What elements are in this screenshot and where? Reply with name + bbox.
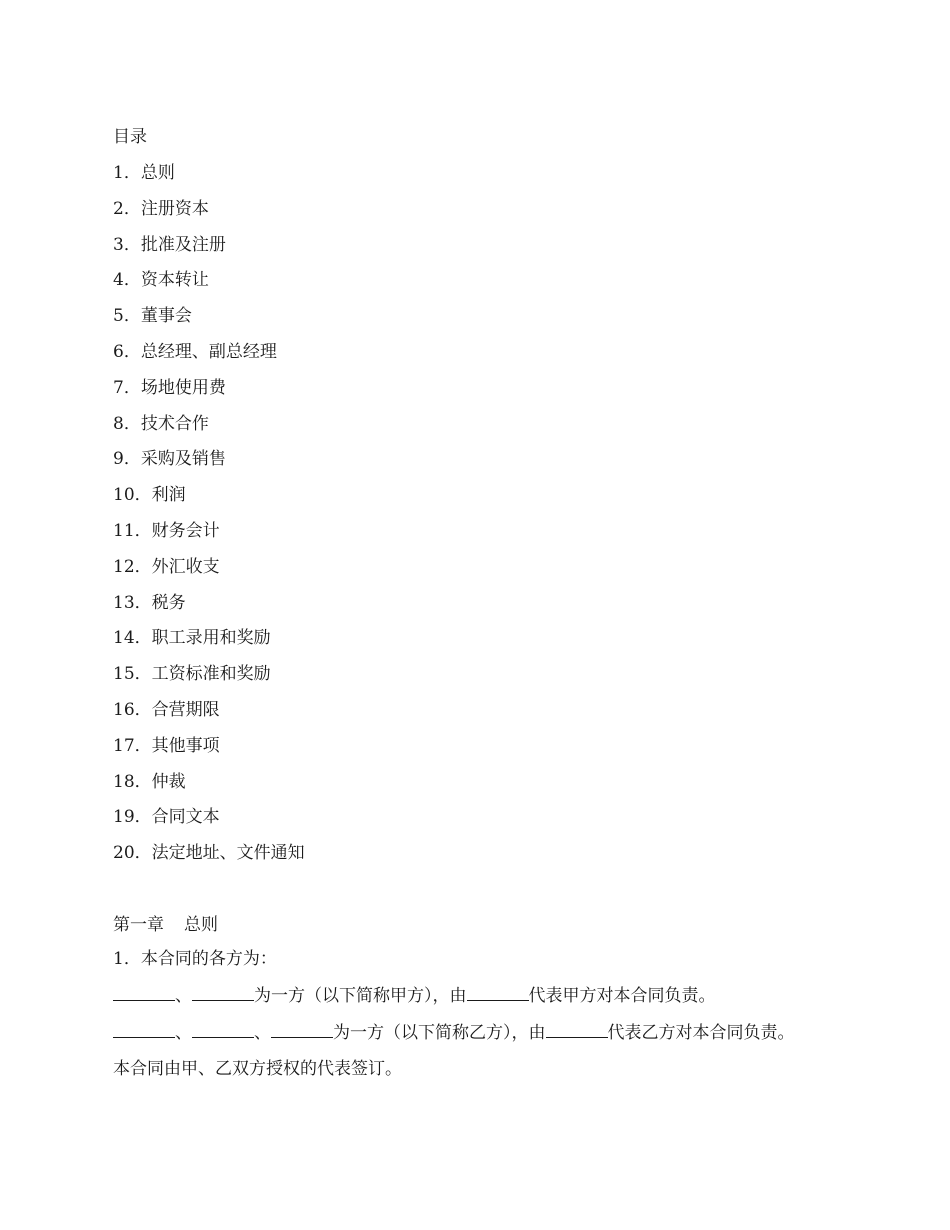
toc-item: 18．仲裁 [113, 771, 186, 792]
toc-item: 13．税务 [113, 592, 186, 613]
blank-line[interactable] [113, 984, 175, 1001]
chapter-heading [113, 912, 813, 938]
party-b-responsibility: 代表乙方对本合同负责。 [607, 1022, 795, 1043]
chapter-title: 总则 [184, 914, 218, 935]
party-a-paragraph [113, 984, 813, 1007]
toc-item: 7．场地使用费 [113, 377, 226, 398]
toc-list [113, 160, 813, 866]
signing-paragraph: 本合同由甲、乙双方授权的代表签订。 [113, 1058, 402, 1079]
clause-1: 1．本合同的各方为： [113, 948, 277, 969]
toc-item: 5．董事会 [113, 306, 192, 327]
toc-item: 8．技术合作 [113, 413, 209, 434]
toc-item: 14．职工录用和奖励 [113, 628, 271, 649]
toc-item: 3．批准及注册 [113, 234, 226, 255]
blank-line[interactable] [192, 1021, 254, 1038]
party-b-paragraph [113, 1021, 813, 1044]
toc-item: 20．法定地址、文件通知 [113, 843, 305, 864]
toc-item: 10．利润 [113, 485, 186, 506]
blank-line[interactable] [467, 984, 529, 1001]
separator: 、 [254, 1022, 271, 1043]
toc-item: 1．总则 [113, 163, 175, 183]
toc-item: 16．合营期限 [113, 699, 220, 720]
toc-item: 12．外汇收支 [113, 556, 220, 577]
document-page [113, 124, 813, 1094]
toc-item: 2．注册资本 [113, 198, 209, 219]
section-gap [113, 876, 813, 912]
toc-item: 9．采购及销售 [113, 449, 226, 470]
toc-item: 19．合同文本 [113, 807, 220, 828]
toc-heading: 目录 [113, 127, 147, 147]
party-a-responsibility: 代表甲方对本合同负责。 [528, 985, 716, 1006]
separator: 、 [175, 1022, 192, 1043]
blank-line[interactable] [271, 1021, 333, 1038]
toc-item: 6．总经理、副总经理 [113, 341, 277, 362]
party-b-text: 为一方（以下简称乙方），由 [333, 1022, 546, 1043]
chapter-label: 第一章 [113, 914, 164, 935]
toc-item: 15．工资标准和奖励 [113, 664, 271, 685]
blank-line[interactable] [546, 1021, 608, 1038]
party-a-text: 为一方（以下简称甲方），由 [254, 985, 467, 1006]
toc-item: 4．资本转让 [113, 270, 209, 291]
toc-item: 11．财务会计 [113, 520, 220, 541]
blank-line[interactable] [113, 1021, 175, 1038]
toc-item: 17．其他事项 [113, 735, 220, 756]
blank-line[interactable] [192, 984, 254, 1001]
separator: 、 [175, 985, 192, 1006]
